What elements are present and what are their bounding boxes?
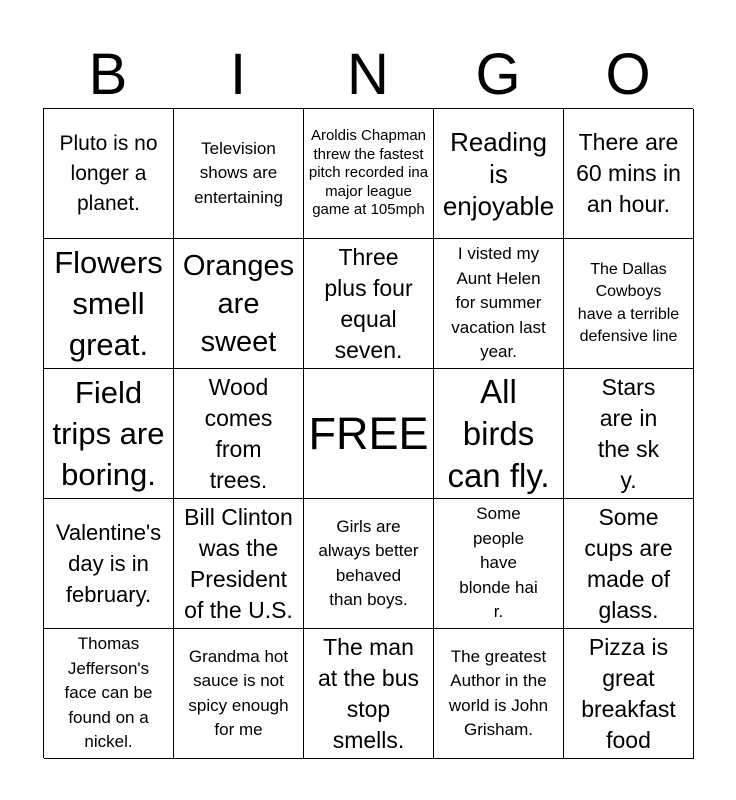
bingo-header <box>43 42 693 108</box>
cell-text: Stars are in the sk y. <box>597 373 660 493</box>
bingo-cell[interactable] <box>564 499 694 629</box>
cell-text: Field trips are boring. <box>52 375 165 492</box>
bingo-cell[interactable] <box>44 499 174 629</box>
bingo-cell[interactable] <box>174 499 304 629</box>
cell-text: I visted my Aunt Helen for summer vacation last year. <box>451 244 546 362</box>
free-space-label: FREE <box>308 407 429 459</box>
cell-text: Girls are always better behaved than boys. <box>318 516 419 609</box>
cell-text: Wood comes from trees. <box>204 373 273 493</box>
cell-text: Television shows are entertaining <box>194 138 283 207</box>
bingo-cell[interactable] <box>304 499 434 629</box>
bingo-cell[interactable] <box>174 369 304 499</box>
bingo-cell[interactable] <box>304 629 434 759</box>
cell-text: The greatest Author in the world is John Grisham. <box>448 646 549 739</box>
cell-text: Oranges are sweet <box>182 249 295 358</box>
cell-text: The Dallas Cowboys have a terrible defensive line <box>577 260 680 345</box>
cell-text: Bill Clinton was the President of the U.S. <box>184 503 293 623</box>
header-letter-i: I <box>229 42 247 107</box>
bingo-cell[interactable] <box>44 109 174 239</box>
cell-text: Grandma hot sauce is not spicy enough for me <box>188 646 289 739</box>
bingo-cell[interactable] <box>564 629 694 759</box>
bingo-cell[interactable] <box>304 239 434 369</box>
bingo-cell[interactable] <box>304 109 434 239</box>
cell-text: Aroldis Chapman threw the fastest pitch recorded ina major league game at 105mph <box>308 127 429 219</box>
bingo-cell[interactable] <box>44 629 174 759</box>
cell-text: Reading is enjoyable <box>442 126 555 221</box>
bingo-cell[interactable] <box>434 499 564 629</box>
bingo-cell[interactable] <box>434 109 564 239</box>
bingo-grid <box>43 108 693 758</box>
cell-text: There are 60 mins in an hour. <box>576 129 681 217</box>
cell-text: Pizza is great breakfast food <box>581 633 676 753</box>
header-letter-b: B <box>88 42 128 107</box>
bingo-cell[interactable] <box>434 369 564 499</box>
cell-text: Valentine's day is in february. <box>55 520 162 607</box>
bingo-cell[interactable] <box>174 109 304 239</box>
cell-text: Three plus four equal seven. <box>324 243 413 363</box>
bingo-cell[interactable] <box>174 629 304 759</box>
bingo-cell[interactable] <box>564 239 694 369</box>
cell-text: The man at the bus stop smells. <box>317 633 420 753</box>
cell-text: Thomas Jefferson's face can be found on a nickel. <box>64 634 153 752</box>
cell-text: Some cups are made of glass. <box>584 503 673 623</box>
cell-text: Pluto is no longer a planet. <box>59 131 158 215</box>
bingo-cell[interactable] <box>174 239 304 369</box>
bingo-cell[interactable] <box>564 109 694 239</box>
bingo-cell[interactable] <box>434 239 564 369</box>
bingo-cell[interactable] <box>564 369 694 499</box>
header-letter-g: G <box>475 42 521 107</box>
cell-text: All birds can fly. <box>447 372 550 494</box>
cell-text: Some people have blonde hai r. <box>459 504 538 622</box>
bingo-cell[interactable] <box>44 369 174 499</box>
free-space[interactable] <box>304 369 434 499</box>
header-letter-n: N <box>347 42 389 107</box>
cell-text: Flowers smell great. <box>54 245 163 362</box>
bingo-cell[interactable] <box>44 239 174 369</box>
header-letter-o: O <box>605 42 651 107</box>
bingo-cell[interactable] <box>434 629 564 759</box>
